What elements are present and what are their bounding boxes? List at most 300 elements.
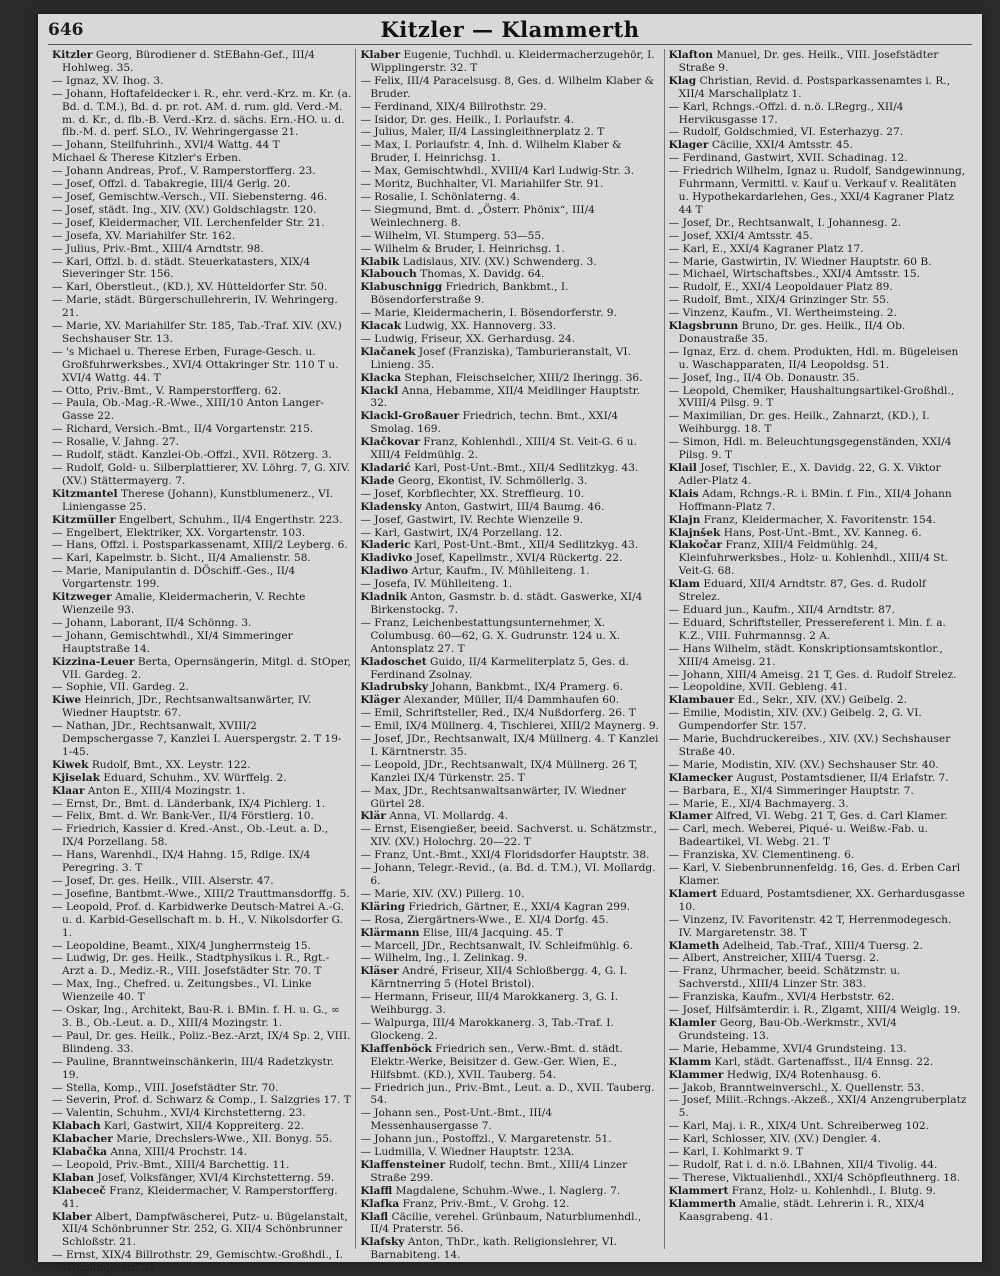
- directory-entry: [360, 1043, 659, 1082]
- entry-text: — Josef, Hilfsämterdir. i. R., Zlgamt, XIII/4 Weiglg. 19.: [668, 1004, 961, 1017]
- directory-entry: [360, 810, 659, 823]
- directory-page: [38, 14, 982, 1275]
- directory-entry: [669, 539, 968, 578]
- entry-text: Berta, Opernsängerin, Mitgl. d. StOper, VII. Gardeg. 2.: [62, 655, 351, 681]
- entry-surname: Klammerth: [668, 1197, 737, 1210]
- directory-entry: [360, 1159, 659, 1185]
- entry-surname: Klabačka: [52, 1146, 108, 1159]
- entry-surname: Klär: [360, 810, 387, 823]
- entry-text: Anna, VI. Mollardg. 4.: [389, 810, 509, 823]
- entry-text: — Karl, E., XXI/4 Kagraner Platz 17.: [668, 242, 864, 255]
- entry-surname: Klail: [668, 462, 697, 474]
- entry-surname: Kitzler: [52, 49, 93, 61]
- entry-text: Adam, Rchngs.-R. i. BMin. f. Fin., XII/4 Johann Hoffmann-Platz 7.: [678, 487, 952, 513]
- entry-surname: Klajnšek: [668, 526, 721, 539]
- directory-entry: [360, 849, 659, 862]
- entry-text: — Marie, Kleidermacherin, I. Bösendorferstr. 9.: [360, 307, 617, 320]
- entry-surname: Klackl-Großauer: [360, 410, 460, 423]
- entry-text: Franz, Kleidermacher, X. Favoritenstr. 154.: [703, 513, 936, 526]
- directory-entry: [669, 643, 968, 669]
- directory-entry: [52, 681, 351, 694]
- entry-surname: Kladensky: [360, 500, 422, 513]
- directory-entry: [360, 514, 659, 527]
- entry-surname: Klade: [360, 474, 395, 487]
- directory-entry: [669, 1198, 968, 1224]
- directory-entry: [360, 307, 659, 320]
- entry-text: Franz, Kohlenhdl., XIII/4 St. Veit-G. 6 u. XIII/4 Feldmühlg. 2.: [370, 436, 637, 462]
- entry-text: — Ludwig, Friseur, XX. Gerhardusg. 24.: [360, 332, 576, 345]
- entry-text: Magdalene, Schuhm.-Wwe., I. Naglerg. 7.: [395, 1184, 621, 1197]
- entry-text: — Emil, IX/4 Müllnerg. 4, Tischlerei, XIII/2 Maynerg. 9.: [360, 720, 660, 733]
- entry-text: Franz, Priv.-Bmt., V. Grohg. 12.: [402, 1197, 570, 1210]
- entry-text: — Wilhelm, Ing., I. Zelinkag. 9.: [360, 952, 528, 965]
- directory-entry: [669, 372, 968, 385]
- directory-entry: [360, 1185, 659, 1198]
- directory-entry: [360, 681, 659, 694]
- directory-entry: [360, 320, 659, 333]
- directory-entry: [669, 862, 968, 888]
- entry-surname: Kladivko: [360, 552, 413, 565]
- directory-entry: [669, 514, 968, 527]
- directory-entry: [360, 1236, 659, 1262]
- directory-entry: [669, 294, 968, 307]
- entry-surname: Klamer: [668, 810, 713, 823]
- entry-text: Karl, städt. Gartenaffsst., II/4 Ennsg. 22.: [714, 1055, 934, 1068]
- entry-text: — Johann, Telegr.-Revid., (a. Bd. d. T.M.), VI. Mollardg. 6.: [360, 862, 656, 887]
- directory-entry: [360, 527, 659, 540]
- entry-text: — Josef, Gastwirt, IV. Rechte Wienzeile 9.: [360, 513, 584, 526]
- entry-text: — Julius, Priv.-Bmt., XIII/4 Arndtstr. 98.: [52, 242, 264, 255]
- entry-surname: Klaffensteiner: [360, 1158, 446, 1171]
- entry-surname: Klafton: [668, 49, 713, 61]
- entry-text: Marie, Drechslers-Wwe., XII. Bonyg. 55.: [116, 1133, 333, 1146]
- entry-text: Rudolf, techn. Bmt., XIII/4 Linzer Straße 299.: [370, 1158, 628, 1184]
- directory-entry: [669, 268, 968, 281]
- directory-entry: [360, 1107, 659, 1133]
- entry-surname: Klärmann: [360, 926, 420, 939]
- directory-entry: [360, 694, 659, 707]
- entry-text: — Felix, Bmt. d. Wr. Bank-Ver., II/4 Förstlerg. 10.: [52, 810, 314, 823]
- page-number: 646: [48, 20, 84, 40]
- directory-entry: [669, 1094, 968, 1120]
- directory-entry: [52, 978, 351, 1004]
- entry-text: — Eduard jun., Kaufm., XII/4 Arndtstr. 87.: [668, 603, 895, 616]
- directory-entry: [669, 1185, 968, 1198]
- entry-surname: Klamm: [668, 1055, 712, 1068]
- entry-text: — Leopoldine, XVII. Gebleng. 41.: [668, 681, 848, 694]
- entry-surname: Klaffenböck: [360, 1042, 432, 1055]
- entry-text: — Franz, Uhrmacher, beeid. Schätzmstr. u. Sachverstd., XIII/4 Linzer Str. 383.: [668, 965, 901, 991]
- entry-text: — Rosalie, I. Schönlaterng. 4.: [360, 190, 521, 203]
- directory-entry: [360, 475, 659, 488]
- directory-entry: [360, 991, 659, 1017]
- directory-entry: [669, 1146, 968, 1159]
- entry-text: — Marie, Manipulantin d. DÖschiff.-Ges., II/4 Vorgartenstr. 199.: [52, 565, 296, 591]
- directory-entry: [360, 372, 659, 385]
- entry-text: Friedrich sen., Verw.-Bmt. d. städt. Elektr.-Werke, Beisitzer d. Gew.-Ger. Wien, E., Hilfsbmt. (KD.), XVII. Tauberg. 54.: [370, 1042, 623, 1081]
- entry-text: Anna, XIII/4 Prochstr. 14.: [110, 1146, 248, 1159]
- directory-entry: [669, 256, 968, 269]
- entry-text: Friedrich, Bankbmt., I. Bösendorferstraße 9.: [370, 281, 569, 307]
- directory-entry: [360, 901, 659, 914]
- entry-text: — Josefa, XV. Mariahilfer Str. 162.: [52, 229, 236, 242]
- entry-text: Elise, III/4 Jacquing. 45. T: [422, 926, 564, 939]
- directory-entry: [360, 501, 659, 514]
- directory-entry: [52, 849, 351, 875]
- directory-entry: [669, 681, 968, 694]
- entry-text: — Karl, Maj. i. R., XIX/4 Unt. Schreiberweg 102.: [668, 1120, 930, 1133]
- entry-text: Ludwig, XX. Hannoverg. 33.: [404, 320, 557, 333]
- directory-entry: [669, 810, 968, 823]
- entry-text: — Johann, Hoftafeldecker i. R., ehr. verd.-Krz. m. Kr. (a. Bd. d. T.M.), Bd. d. pr. rot. AM. d. rum. gld. Verd.-M. m. d. Kr., d. flb.-B. Verd.-Krz. d. sächs. Ern.-HO. u. d. flb.-M. d. perf. SLO., IV. Wehringergasse 21.: [52, 87, 352, 139]
- entry-text: — Otto, Priv.-Bmt., V. Ramperstorfferg. 62.: [52, 384, 282, 397]
- directory-entry: [669, 759, 968, 772]
- directory-entry: [669, 617, 968, 643]
- entry-text: — Ernst, Dr., Bmt. d. Länderbank, IX/4 Pichlerg. 1.: [52, 797, 326, 810]
- entry-text: Josef, Kapellmstr., XVI/4 Rückertg. 22.: [415, 552, 623, 565]
- directory-entry: [360, 823, 659, 849]
- entry-text: — Rosa, Ziergärtners-Wwe., E. XI/4 Dorfg. 45.: [360, 913, 609, 926]
- directory-entry: [52, 462, 351, 488]
- entry-text: — Rudolf, Goldschmied, VI. Esterhazyg. 27.: [668, 126, 904, 139]
- entry-text: — Stella, Komp., VIII. Josefstädter Str. 70.: [52, 1081, 279, 1094]
- entry-surname: Klam: [668, 578, 700, 591]
- directory-entry: [669, 1056, 968, 1069]
- entry-text: — Ernst, XIX/4 Billrothstr. 29, Gemischtw.-Großhdl., I. Wipplingerstr. 32.: [52, 1249, 343, 1275]
- entry-text: — Felix, III/4 Paracelsusg. 8, Ges. d. Wilhelm Klaber & Bruder.: [360, 74, 654, 100]
- directory-entry: [52, 617, 351, 630]
- directory-entry: [669, 126, 968, 139]
- directory-entry: [360, 436, 659, 462]
- entry-text: — Josef, Milit.-Rchngs.-Akzeß., XXI/4 Anzengruberplatz 5.: [668, 1094, 967, 1120]
- entry-text: Anton, ThDr., kath. Religionslehrer, VI. Barnabiteng. 14.: [370, 1236, 617, 1262]
- directory-entry: [360, 940, 659, 953]
- entry-surname: Klaffl: [360, 1184, 393, 1197]
- entry-surname: Klameth: [668, 939, 720, 952]
- directory-entry: [669, 152, 968, 165]
- directory-entry: [52, 1056, 351, 1082]
- directory-entry: [360, 914, 659, 927]
- directory-entry: [360, 1211, 659, 1237]
- directory-entry: [52, 1146, 351, 1159]
- directory-entry: [52, 823, 351, 849]
- column-1: [48, 49, 356, 1275]
- directory-entry: [360, 49, 659, 75]
- directory-entry: [669, 798, 968, 811]
- entry-text: — Johann sen., Post-Unt.-Bmt., III/4 Messenhausergasse 7.: [360, 1107, 553, 1133]
- entry-text: — Josef, Korbflechter, XX. Streffleurg. 10.: [360, 487, 585, 500]
- directory-entry: [360, 410, 659, 436]
- entry-text: — Johann, Gemischtwhdl., XI/4 Simmeringer Hauptstraße 14.: [52, 629, 293, 655]
- directory-entry: [360, 256, 659, 269]
- entry-text: — Maximilian, Dr. ges. Heilk., Zahnarzt, (KD.), I. Weihburgg. 18. T: [668, 410, 930, 436]
- entry-surname: Klajn: [668, 513, 701, 526]
- entry-surname: Klagsbrunn: [668, 320, 739, 333]
- directory-entry: [360, 346, 659, 372]
- directory-entry: [669, 1082, 968, 1095]
- entry-surname: Klabeceč: [52, 1184, 106, 1197]
- directory-entry: [52, 256, 351, 282]
- entry-surname: Klackl: [360, 384, 399, 397]
- entry-surname: Klaar: [52, 784, 85, 797]
- entry-text: — Friedrich Wilhelm, Ignaz u. Rudolf, Sandgewinnung, Fuhrmann, Vermittl. v. Kauf u. Verkauf v. Realitäten u. Hypothekardarlehen, Ges., XXI/4 Kagraner Platz 44 T: [668, 165, 966, 216]
- entry-text: — Engelbert, Elektriker, XX. Vorgartenstr. 103.: [52, 526, 306, 539]
- entry-text: — Josef, Kleidermacher, VII. Lerchenfelder Str. 21.: [52, 216, 325, 229]
- directory-entry: [52, 940, 351, 953]
- entry-text: — Ferdinand, XIX/4 Billrothstr. 29.: [360, 100, 547, 113]
- entry-text: — Marie, XV. Mariahilfer Str. 185, Tab.-Traf. XIV. (XV.) Sechshauser Str. 13.: [52, 320, 342, 345]
- entry-text: — Isidor, Dr. ges. Heilk., I. Porlaufstr. 4.: [360, 113, 575, 126]
- directory-entry: [52, 75, 351, 88]
- directory-entry: [360, 462, 659, 475]
- entry-text: — Karl, Kapelmstr. b. Sicht., II/4 Amalienstr. 58.: [52, 552, 311, 565]
- directory-entry: [669, 694, 968, 707]
- entry-surname: Kladarić: [360, 462, 411, 474]
- entry-text: — Hans, Warenhdl., IX/4 Hahng. 15, Rdlge. IX/4 Peregring. 3. T: [52, 849, 311, 875]
- column-3: [665, 49, 972, 1249]
- entry-text: Cäcilie, XXI/4 Amtsstr. 45.: [711, 139, 853, 152]
- entry-surname: Kizzina-Leuer: [52, 655, 135, 668]
- entry-text: Therese (Johann), Kunstblumenerz., VI. Liniengasse 25.: [62, 487, 334, 513]
- directory-entry: [360, 952, 659, 965]
- entry-text: — Marie, städt. Bürgerschullehrerin, IV. Wehringerg. 21.: [52, 294, 338, 320]
- entry-text: — Josef, Dr. ges. Heilk., VIII. Alserstr. 47.: [52, 875, 274, 887]
- entry-surname: Klabach: [52, 1120, 101, 1133]
- directory-entry: [360, 126, 659, 139]
- entry-text: — Pauline, Branntweinschänkerin, III/4 Radetzkystr. 19.: [52, 1055, 335, 1081]
- directory-entry: [360, 385, 659, 411]
- directory-entry: [52, 1107, 351, 1120]
- directory-entry: [669, 488, 968, 514]
- entry-text: Michael & Therese Kitzler's Erben.: [52, 152, 242, 165]
- directory-entry: [669, 436, 968, 462]
- entry-text: — Ludwig, Dr. ges. Heilk., Stadtphysikus i. R., Rgt.-Arzt a. D., Mediz.-R., VIII. Josefstädter Str. 70. T: [52, 952, 330, 978]
- entry-text: Friedrich, techn. Bmt., XXI/4 Smolag. 169.: [370, 410, 619, 436]
- entry-surname: Klais: [668, 487, 699, 500]
- entry-text: — Rudolf, Rat i. d. n.ö. LBahnen, XII/4 Tivolig. 44.: [668, 1158, 938, 1171]
- directory-entry: [360, 333, 659, 346]
- entry-text: — Karl, I. Kohlmarkt 9. T: [668, 1146, 804, 1159]
- directory-entry: [669, 785, 968, 798]
- entry-surname: Klacka: [360, 371, 402, 384]
- directory-entry: [52, 1082, 351, 1095]
- entry-text: — Friedrich, Kassier d. Kred.-Anst., Ob.-Leut. a. D., IX/4 Porzellang. 58.: [52, 823, 329, 849]
- directory-entry: [669, 888, 968, 914]
- entry-surname: Kiwek: [52, 758, 89, 771]
- entry-text: Alfred, VI. Webg. 21 T, Ges. d. Carl Klamer.: [715, 810, 948, 823]
- entry-text: Amalie, städt. Lehrerin i. R., XIX/4 Kaasgrabeng. 41.: [678, 1197, 925, 1223]
- entry-text: Josef, Tischler, E., X. Davidg. 22, G. X. Viktor Adler-Platz 4.: [678, 462, 941, 487]
- entry-text: — Karl, Schlosser, XIV. (XV.) Dengler. 4.: [668, 1133, 881, 1146]
- entry-text: — Josef, XXI/4 Amtsstr. 45.: [668, 229, 813, 242]
- entry-text: — Vinzenz, IV. Favoritenstr. 42 T, Herrenmodegesch. IV. Margaretenstr. 38. T: [668, 913, 952, 939]
- directory-entry: [669, 101, 968, 127]
- columns: [48, 49, 972, 1275]
- entry-text: — Karl, Gastwirt, IX/4 Porzellang. 12.: [360, 526, 563, 539]
- directory-entry: [669, 707, 968, 733]
- entry-text: — Vinzenz, Kaufm., VI. Wertheimsteing. 2.: [668, 307, 897, 320]
- directory-entry: [52, 1185, 351, 1211]
- directory-entry: [52, 178, 351, 191]
- directory-entry: [360, 927, 659, 940]
- entry-surname: Klabacher: [52, 1133, 113, 1146]
- directory-entry: [52, 397, 351, 423]
- entry-text: Karl, Post-Unt.-Bmt., XII/4 Sedlitzkyg. 43.: [414, 539, 639, 552]
- directory-entry: [52, 449, 351, 462]
- directory-entry: [52, 152, 351, 165]
- directory-entry: [52, 565, 351, 591]
- entry-surname: Kladoschet: [360, 655, 427, 668]
- entry-text: Eugenie, Tuchhdl. u. Kleidermacherzugehör, I. Wipplingerstr. 32. T: [370, 49, 655, 74]
- entry-text: Albert, Dampfwäscherei, Putz- u. Bügelanstalt, XII/4 Schönbrunner Str. 252, G. XII/4 Schönbrunner Schloßstr. 21.: [62, 1210, 348, 1249]
- entry-text: Franz, Holz- u. Kohlenhdl., I. Blutg. 9.: [731, 1184, 936, 1197]
- entry-surname: Kladeric: [360, 539, 411, 552]
- entry-surname: Klačkovar: [360, 436, 420, 449]
- entry-text: Franz, Kleidermacher, V. Ramperstorfferg. 41.: [62, 1184, 338, 1210]
- entry-surname: Klafka: [360, 1197, 400, 1210]
- directory-entry: [52, 1030, 351, 1056]
- entry-text: Karl, Gastwirt, XII/4 Koppreiterg. 22.: [103, 1120, 305, 1133]
- entry-text: — Max, Gemischtwhdl., XVIII/4 Karl Ludwig-Str. 3.: [360, 165, 635, 178]
- entry-text: — Leopoldine, Beamt., XIX/4 Jungherrnsteig 15.: [52, 939, 311, 952]
- directory-entry: [669, 1133, 968, 1146]
- directory-entry: [669, 965, 968, 991]
- entry-text: — Siegmund, Bmt. d. „Österr. Phönix“, III/4 Weinlechnerg. 8.: [360, 203, 595, 229]
- entry-text: — Rudolf, Bmt., XIX/4 Grinzinger Str. 55.: [668, 294, 890, 307]
- entry-surname: Klamler: [668, 1016, 717, 1029]
- entry-text: — Emil, Schriftsteller, Red., IX/4 Nußdorferg. 26. T: [360, 707, 636, 720]
- entry-text: Anton E., XIII/4 Mozingstr. 1.: [87, 784, 246, 797]
- entry-text: — Franz, Unt.-Bmt., XXI/4 Floridsdorfer Hauptstr. 38.: [360, 849, 650, 862]
- entry-text: Eduard, XII/4 Arndtstr. 87, Ges. d. Rudolf Strelez.: [678, 578, 926, 604]
- entry-text: — Paula, Ob.-Mag.-R.-Wwe., XIII/10 Anton Langer-Gasse 22.: [52, 397, 324, 423]
- entry-text: — Leopold, Chemiker, Haushaltungsartikel-Großhdl., XVIII/4 Pilsg. 9. T: [668, 384, 955, 410]
- directory-entry: [360, 862, 659, 888]
- entry-text: Friedrich, Gärtner, E., XXI/4 Kagran 299.: [408, 900, 631, 913]
- entry-text: — Josef, Offzl. d. Tabakregie, III/4 Gerlg. 20.: [52, 178, 291, 191]
- entry-text: Ed., Sekr., XIV. (XV.) Geibelg. 2.: [737, 694, 907, 707]
- directory-entry: [360, 707, 659, 720]
- entry-text: — Barbara, E., XI/4 Simmeringer Hauptstr. 7.: [668, 784, 914, 797]
- directory-entry: [669, 320, 968, 346]
- directory-entry: [52, 1094, 351, 1107]
- directory-entry: [52, 1120, 351, 1133]
- entry-text: — Nathan, JDr., Rechtsanwalt, XVIII/2 Dempschergasse 7, Kanzlei I. Auerspergstr. 2. T 19-1-45.: [52, 720, 342, 758]
- entry-text: — Valentin, Schuhm., XVI/4 Kirchstetterng. 23.: [52, 1107, 306, 1120]
- directory-entry: [669, 75, 968, 101]
- entry-text: — Marie, Hebamme, XVI/4 Grundsteing. 13.: [668, 1042, 907, 1055]
- entry-text: — Michael, Wirtschaftsbes., XXI/4 Amtsstr. 15.: [668, 268, 920, 281]
- directory-entry: [52, 385, 351, 398]
- entry-text: — Johann, XIII/4 Ameisg. 21 T, Ges. d. Rudolf Strelez.: [668, 668, 957, 681]
- running-head: Kitzler — Klammerth: [380, 17, 640, 42]
- entry-text: Thomas, X. Davidg. 64.: [420, 268, 545, 281]
- directory-entry: [52, 436, 351, 449]
- directory-entry: [52, 514, 351, 527]
- entry-text: — Leopold, JDr., Rechtsanwalt, IX/4 Müllnerg. 26 T, Kanzlei IX/4 Türkenstr. 25. T: [360, 758, 638, 784]
- directory-entry: [52, 281, 351, 294]
- entry-text: — Jakob, Branntweinverschl., X. Quellenstr. 53.: [668, 1081, 925, 1094]
- directory-entry: [669, 1004, 968, 1017]
- directory-entry: [52, 165, 351, 178]
- directory-entry: [52, 539, 351, 552]
- entry-text: — 's Michael u. Therese Erben, Furage-Gesch. u. Großfuhrwerksbes., XVI/4 Ottakringer Str. 110 T u. XVI/4 Wattg. 44. T: [52, 345, 339, 384]
- directory-entry: [52, 1159, 351, 1172]
- entry-text: — Franz, Leichenbestattungsunternehmer, X. Columbusg. 60—62, G. X. Gudrunstr. 124 u. X. Antonsplatz 27. T: [360, 616, 621, 655]
- directory-entry: [360, 191, 659, 204]
- directory-entry: [52, 488, 351, 514]
- directory-entry: [669, 772, 968, 785]
- directory-entry: [360, 114, 659, 127]
- entry-surname: Klaban: [52, 1171, 95, 1184]
- directory-entry: [360, 759, 659, 785]
- directory-entry: [669, 1069, 968, 1082]
- entry-surname: Kläser: [360, 965, 399, 978]
- directory-entry: [669, 385, 968, 411]
- entry-text: Manuel, Dr. ges. Heilk., VIII. Josefstädter Straße 9.: [678, 49, 939, 74]
- directory-entry: [52, 772, 351, 785]
- entry-surname: Kladnik: [360, 591, 407, 604]
- entry-text: Anton, Gasmstr. b. d. städt. Gaswerke, XI/4 Birkenstockg. 7.: [370, 591, 643, 616]
- page-header: [48, 14, 972, 45]
- entry-text: — Therese, Viktualienhdl., XXI/4 Schöpfleuthnerg. 18.: [668, 1171, 961, 1184]
- directory-entry: [669, 165, 968, 217]
- entry-surname: Klacak: [360, 320, 402, 333]
- directory-entry: [52, 810, 351, 823]
- entry-text: — Marie, Modistin, XIV. (XV.) Sechshauser Str. 40.: [668, 758, 939, 771]
- entry-text: Christian, Revid. d. Postsparkassenamtes i. R., XII/4 Marschallplatz 1.: [678, 74, 951, 100]
- directory-entry: [360, 539, 659, 552]
- directory-entry: [669, 604, 968, 617]
- directory-entry: [360, 888, 659, 901]
- directory-entry: [52, 139, 351, 152]
- entry-text: Anna, Hebamme, XII/4 Meidlinger Hauptstr. 32.: [370, 384, 641, 410]
- entry-text: Amalie, Kleidermacherin, V. Rechte Wienzeile 93.: [62, 591, 306, 616]
- entry-text: Heinrich, JDr., Rechtsanwaltsanwärter, IV. Wiedner Hauptstr. 67.: [62, 694, 312, 720]
- column-2: [356, 49, 664, 1262]
- directory-entry: [360, 656, 659, 682]
- directory-entry: [360, 578, 659, 591]
- entry-text: — Franziska, XV. Clementineng. 6.: [668, 849, 855, 862]
- entry-text: Josef (Franziska), Tamburieranstalt, VI. Linieng. 35.: [370, 345, 631, 371]
- directory-entry: [669, 1172, 968, 1185]
- directory-entry: [360, 617, 659, 656]
- entry-text: — Max, Ing., Chefred. u. Zeitungsbes., VI. Linke Wienzeile 40. T: [52, 978, 312, 1004]
- directory-entry: [360, 178, 659, 191]
- entry-surname: Klačanek: [360, 345, 416, 358]
- entry-text: — Josef, Dr., Rechtsanwalt, I. Johannesg. 2.: [668, 216, 901, 229]
- directory-entry: [360, 1198, 659, 1211]
- entry-text: — Johann jun., Postoffzl., V. Margaretenstr. 51.: [360, 1133, 612, 1146]
- directory-entry: [669, 1120, 968, 1133]
- directory-entry: [669, 217, 968, 230]
- directory-entry: [52, 527, 351, 540]
- entry-surname: Klabik: [360, 255, 400, 268]
- directory-entry: [669, 307, 968, 320]
- directory-entry: [360, 552, 659, 565]
- entry-text: — Simon, Hdl. m. Beleuchtungsgegenständen, XXI/4 Pilsg. 9. T: [668, 436, 952, 462]
- directory-entry: [52, 875, 351, 888]
- directory-entry: [360, 75, 659, 101]
- directory-entry: [669, 578, 968, 604]
- entry-surname: Klamecker: [668, 771, 733, 784]
- entry-text: — Rudolf, Gold- u. Silberplattierer, XV. Löhrg. 7, G. XIV. (XV.) Stättermayerg. 7.: [52, 462, 350, 487]
- directory-entry: [360, 720, 659, 733]
- directory-entry: [669, 669, 968, 682]
- directory-entry: [669, 49, 968, 75]
- entry-surname: Klabuschnigg: [360, 281, 443, 294]
- entry-text: Artur, Kaufm., IV. Mühlleiteng. 1.: [411, 565, 590, 578]
